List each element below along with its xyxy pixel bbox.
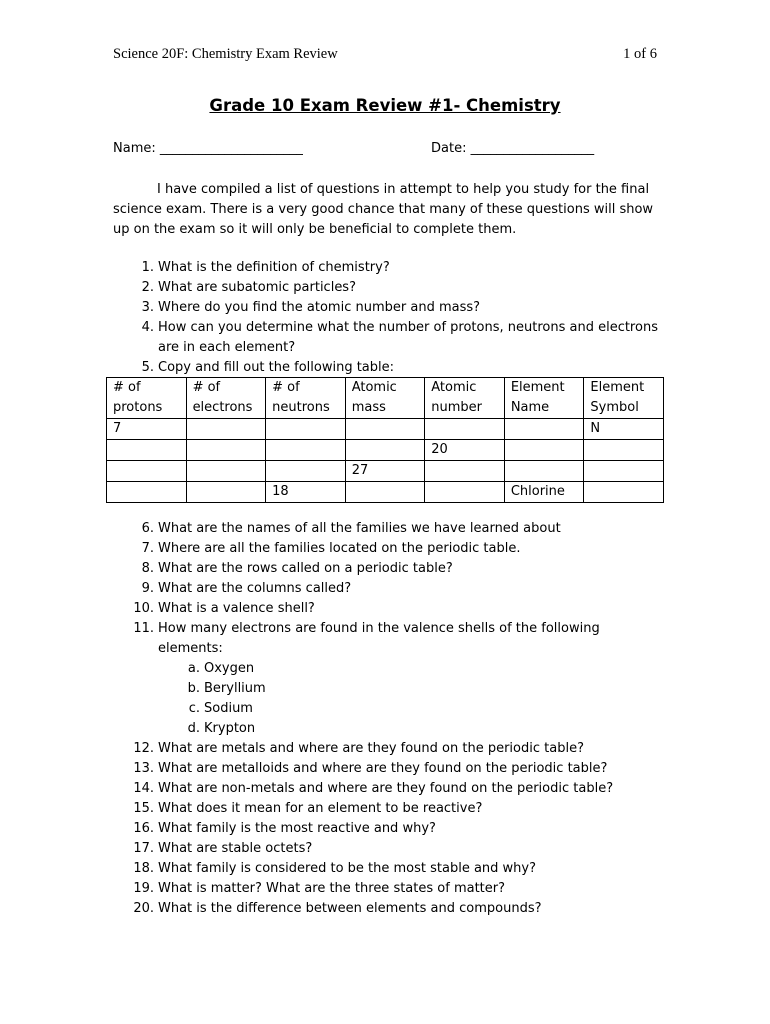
question-text: What are stable octets? (158, 841, 313, 856)
question-number: 11. (133, 621, 154, 636)
question-text: What are the names of all the families we have learned about (158, 521, 561, 536)
list-item (113, 599, 673, 619)
question-number: 18. (133, 861, 154, 876)
sub-list-item (113, 699, 673, 719)
column-header: Atomic number (425, 378, 505, 419)
list-item (113, 799, 673, 819)
sub-item-letter: a. (187, 661, 200, 676)
sub-item-text: Sodium (204, 701, 253, 716)
list-item (113, 619, 673, 639)
question-text: What are metals and where are they found on the periodic table? (158, 741, 584, 756)
list-item (113, 899, 673, 919)
sub-item-text: Oxygen (204, 661, 255, 676)
question-number (113, 338, 158, 358)
page-header (113, 46, 657, 63)
column-header: # of electrons (186, 378, 266, 419)
table-cell (425, 419, 505, 440)
list-item (113, 258, 673, 278)
table-cell (425, 461, 505, 482)
question-text: What is matter? What are the three states of matter? (158, 881, 506, 896)
element-table (106, 377, 664, 503)
list-item (113, 859, 673, 879)
table-row (107, 440, 664, 461)
question-number: 10. (133, 601, 154, 616)
name-field: Name: ______________________ (113, 141, 303, 156)
column-header: Element Symbol (584, 378, 664, 419)
table-cell (107, 461, 187, 482)
sub-list-item (113, 719, 673, 739)
question-number: 19. (133, 881, 154, 896)
table-cell (107, 440, 187, 461)
table-cell: 18 (266, 482, 346, 503)
list-item (113, 318, 673, 338)
sub-item-text: Beryllium (204, 681, 266, 696)
question-number: 5. (141, 360, 154, 375)
list-item (113, 879, 673, 899)
page-title: Grade 10 Exam Review #1- Chemistry (209, 96, 561, 115)
question-text: are in each element? (158, 340, 296, 355)
question-text: Where do you find the atomic number and mass? (158, 300, 481, 315)
table-cell (186, 482, 266, 503)
question-number: 8. (141, 561, 154, 576)
question-text: What family is the most reactive and why? (158, 821, 436, 836)
list-item (113, 579, 673, 599)
table-cell (584, 440, 664, 461)
question-number: 17. (133, 841, 154, 856)
table-cell (345, 440, 425, 461)
question-number: 3. (141, 300, 154, 315)
list-item (113, 819, 673, 839)
question-text: Where are all the families located on the periodic table. (158, 541, 521, 556)
table-row (107, 461, 664, 482)
table-cell (425, 482, 505, 503)
question-number: 9. (141, 581, 154, 596)
question-text: What is the definition of chemistry? (158, 260, 390, 275)
list-item (113, 278, 673, 298)
list-item (113, 779, 673, 799)
column-header: # of neutrons (266, 378, 346, 419)
sub-item-letter: b. (187, 681, 200, 696)
header-course: Science 20F: Chemistry Exam Review (113, 46, 338, 62)
question-text: What is the difference between elements and compounds? (158, 901, 542, 916)
question-text: What is a valence shell? (158, 601, 315, 616)
column-header: Atomic mass (345, 378, 425, 419)
list-item (113, 759, 673, 779)
table-cell: Chlorine (504, 482, 584, 503)
table-cell: 20 (425, 440, 505, 461)
question-list-b (113, 519, 673, 919)
list-item (113, 559, 673, 579)
question-text: What does it mean for an element to be reactive? (158, 801, 483, 816)
sub-item-letter: d. (187, 721, 200, 736)
sub-item-text: Krypton (204, 721, 256, 736)
question-number: 2. (141, 280, 154, 295)
question-text: What are the columns called? (158, 581, 352, 596)
question-text: How can you determine what the number of protons, neutrons and electrons (158, 320, 658, 335)
table-cell (186, 419, 266, 440)
table-row (107, 482, 664, 503)
list-item (113, 639, 673, 659)
question-number: 16. (133, 821, 154, 836)
table-cell (345, 419, 425, 440)
header-page-number: 1 of 6 (623, 46, 657, 62)
table-cell (345, 482, 425, 503)
table-cell (504, 419, 584, 440)
list-item (113, 519, 673, 539)
question-number: 13. (133, 761, 154, 776)
question-number: 6. (141, 521, 154, 536)
question-text: What family is considered to be the most stable and why? (158, 861, 537, 876)
list-item (113, 298, 673, 318)
question-number (113, 639, 158, 659)
table-cell (266, 461, 346, 482)
table-cell (107, 482, 187, 503)
question-list-a (113, 258, 673, 378)
column-header: # of protons (107, 378, 187, 419)
list-item (113, 358, 673, 378)
question-text: How many electrons are found in the valence shells of the following (158, 621, 600, 636)
list-item (113, 839, 673, 859)
question-text: What are the rows called on a periodic table? (158, 561, 453, 576)
question-number: 1. (141, 260, 154, 275)
question-number: 7. (141, 541, 154, 556)
table-cell (584, 482, 664, 503)
table-cell: 27 (345, 461, 425, 482)
table-cell: 7 (107, 419, 187, 440)
table-cell (584, 461, 664, 482)
question-text: What are non-metals and where are they found on the periodic table? (158, 781, 614, 796)
table-cell (266, 419, 346, 440)
table-cell (504, 461, 584, 482)
list-item (113, 539, 673, 559)
table-header-row (107, 378, 664, 419)
column-header: Element Name (504, 378, 584, 419)
sub-list-item (113, 659, 673, 679)
question-number: 12. (133, 741, 154, 756)
question-text: Copy and fill out the following table: (158, 360, 395, 375)
table-cell (266, 440, 346, 461)
question-text: What are subatomic particles? (158, 280, 356, 295)
question-number: 4. (141, 320, 154, 335)
table-cell (504, 440, 584, 461)
sub-list-item (113, 679, 673, 699)
table-cell (186, 440, 266, 461)
intro-paragraph: I have compiled a list of questions in attempt to help you study for the final science exam. There is a very good chance that many of these questions will show up on the exam so it will only be beneficial to complete them. (113, 182, 654, 237)
question-number: 14. (133, 781, 154, 796)
question-text: elements: (158, 641, 223, 656)
question-number: 15. (133, 801, 154, 816)
question-text: What are metalloids and where are they found on the periodic table? (158, 761, 608, 776)
table-row (107, 419, 664, 440)
sub-item-letter: c. (188, 701, 200, 716)
table-cell (186, 461, 266, 482)
list-item (113, 739, 673, 759)
question-number: 20. (133, 901, 154, 916)
date-field: Date: ___________________ (431, 141, 595, 156)
table-cell: N (584, 419, 664, 440)
list-item (113, 338, 673, 358)
